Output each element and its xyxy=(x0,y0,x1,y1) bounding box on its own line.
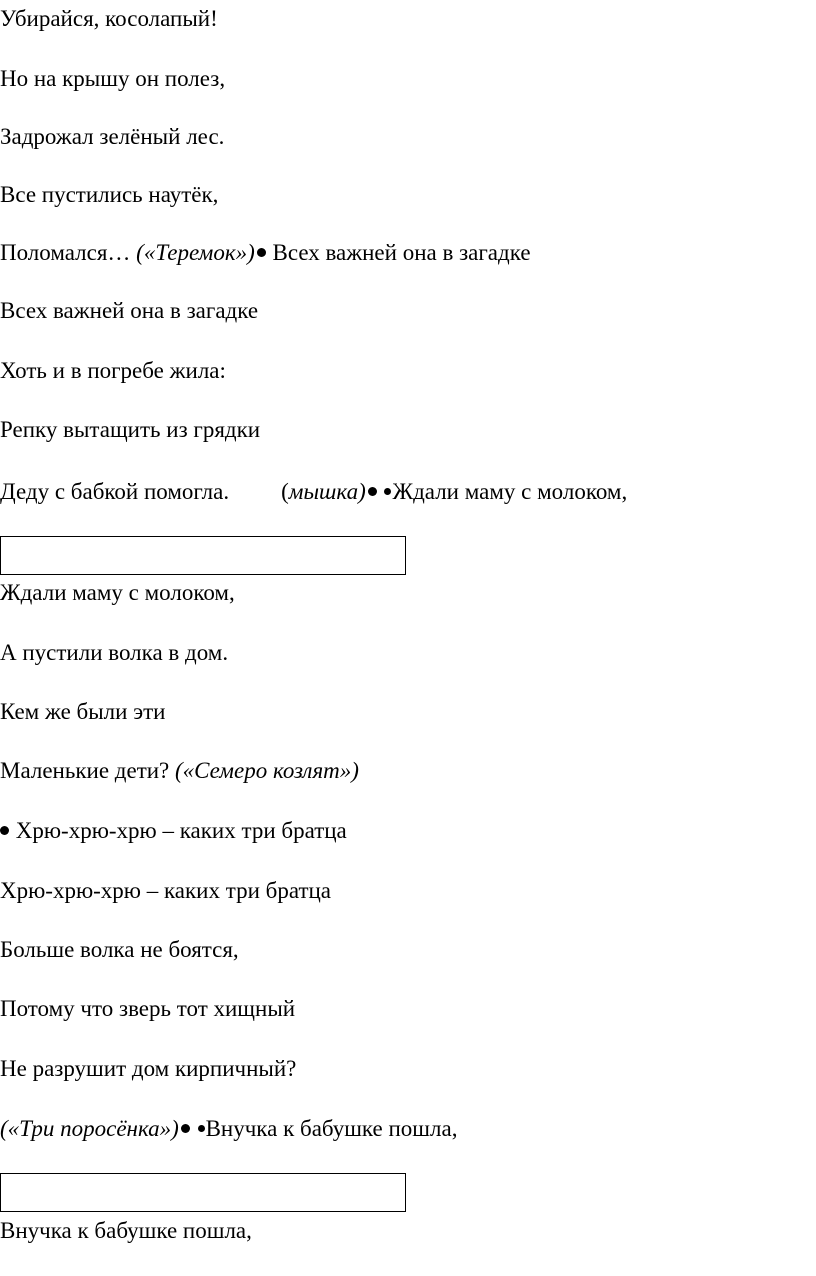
text-line: Больше волка не боятся, xyxy=(0,937,239,962)
riddle-answer: мышка) xyxy=(288,479,366,504)
text-line: Все пустились наутёк, xyxy=(0,182,219,207)
text-line: Внучка к бабушке пошла, xyxy=(0,1218,252,1243)
text-line: Хрю-хрю-хрю – каких три братца xyxy=(0,878,332,903)
bullet-icon xyxy=(384,488,391,495)
line-text: Деду с бабкой помогла. xyxy=(0,479,230,504)
bullet-icon xyxy=(0,826,9,835)
next-riddle-start: Внучка к бабушке пошла, xyxy=(205,1116,458,1141)
riddle-answer-line xyxy=(0,756,359,786)
text-line: Убирайся, косолапый! xyxy=(0,6,218,31)
bullet-icon xyxy=(257,248,266,257)
text-line: Но на крышу он полез, xyxy=(0,66,226,91)
bullet-icon xyxy=(198,1125,205,1132)
bullet-icon xyxy=(368,487,377,496)
empty-text-box xyxy=(0,536,406,575)
bullet-line xyxy=(0,816,347,846)
next-riddle-start: Всех важней она в загадке xyxy=(266,240,531,265)
text-line: Хоть и в погребе жила: xyxy=(0,358,226,383)
riddle-answer: («Теремок») xyxy=(136,240,255,265)
text-line: Кем же были эти xyxy=(0,699,166,724)
text-line: Задрожал зелёный лес. xyxy=(0,124,225,149)
text-line: Ждали маму с молоком, xyxy=(0,580,235,605)
answer-paren: ( xyxy=(281,479,289,504)
riddle-answer-line xyxy=(0,1114,457,1144)
text-line: Всех важней она в загадке xyxy=(0,298,259,323)
text-line: А пустили волка в дом. xyxy=(0,640,229,665)
empty-text-box xyxy=(0,1173,406,1212)
riddle-answer: («Семеро козлят») xyxy=(175,758,359,783)
riddle-answer-line xyxy=(0,238,531,268)
line-text: Маленькие дети? xyxy=(0,758,176,783)
bullet-icon xyxy=(181,1124,190,1133)
text-line: Потому что зверь тот хищный xyxy=(0,996,296,1021)
text-line: Репку вытащить из грядки xyxy=(0,417,261,442)
line-text: Хрю-хрю-хрю – каких три братца xyxy=(10,818,347,843)
line-text: Поломался… xyxy=(0,240,137,265)
riddle-answer-line xyxy=(0,477,627,507)
riddle-answer: («Три поросёнка») xyxy=(0,1116,179,1141)
next-riddle-start: Ждали маму с молоком, xyxy=(392,479,628,504)
text-line: Не разрушит дом кирпичный? xyxy=(0,1056,297,1081)
